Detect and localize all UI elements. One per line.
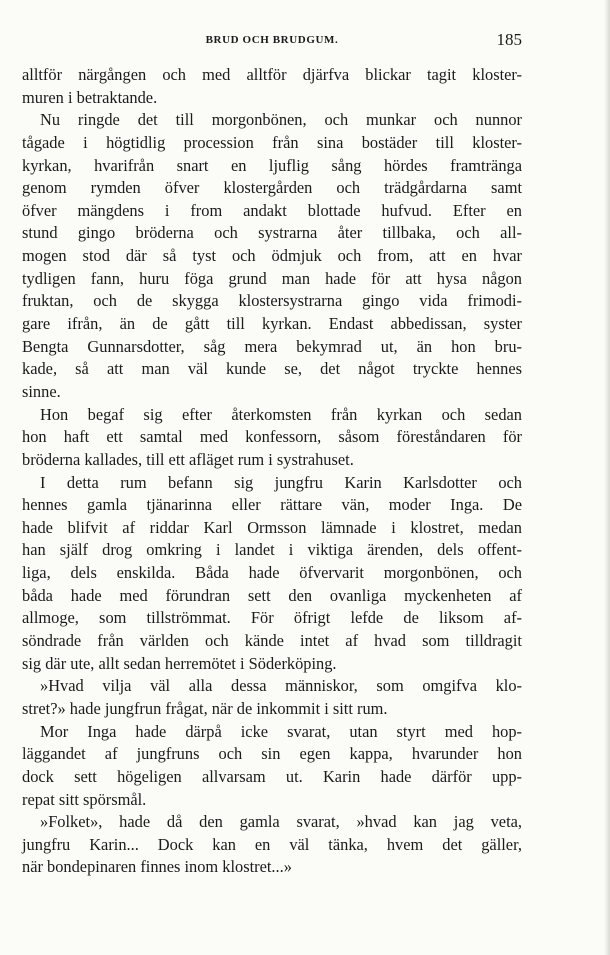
text-line: »Hvad vilja väl alla dessa människor, som omgifva klo- [40, 676, 522, 696]
text-line: Nu ringde det till morgonbönen, och munkar och nunnor [40, 110, 522, 130]
text-line: alltför närgången och med alltför djärfva blickar tagit kloster- [22, 65, 522, 84]
text-line: kade, så att man väl kunde se, det något tryckte hennes [22, 359, 522, 379]
text-line: »Folket», hade då den gamla svarat, »hvad kan jag veta, [40, 812, 522, 832]
text-line: liga, dels enskilda. Båda hade öfvervarit morgonbönen, och [22, 563, 522, 583]
text-line: stret?» hade jungfrun frågat, när de inkommit i sitt rum. [22, 698, 388, 718]
text-line: kyrkan, hvarifrån snart en ljuflig sång hördes framtränga [22, 155, 522, 175]
text-line: Mor Inga hade därpå icke svarat, utan styrt med hop- [40, 721, 522, 741]
text-line: fruktan, och de skygga klostersystrarna gingo vida frimodi- [22, 291, 522, 311]
text-line: I detta rum befann sig jungfru Karin Karlsdotter och [40, 472, 522, 492]
text-line: båda hade med förundran sett den ovanliga myckenheten af [22, 585, 522, 605]
text-line: stund gingo bröderna och systrarna åter tillbaka, och all- [22, 223, 522, 243]
text-line: dock sett högeligen allvarsam ut. Karin hade därför upp- [22, 766, 522, 786]
page-number: 185 [496, 30, 522, 49]
text-line: gare ifrån, än de gått till kyrkan. Endast abbedissan, syster [22, 314, 522, 334]
text-line: jungfru Karin... Dock kan en väl tänka, hvem det gäller, [22, 834, 522, 854]
text-line: öfver mängdens i from andakt blottade hufvud. Efter en [22, 200, 522, 220]
text-line: bröderna kallades, till ett afläget rum i systrahuset. [22, 449, 354, 469]
text-line: allmoge, som tillströmmat. För öfrigt lefde de liksom af- [22, 608, 522, 628]
text-line: genom rymden öfver klostergården och trädgårdarna samt [22, 178, 522, 198]
text-line: repat sitt spörsmål. [22, 789, 147, 809]
text-line: Hon begaf sig efter återkomsten från kyrkan och sedan [40, 404, 522, 424]
text-line: söndrade från världen och kände intet af hvad som tilldragit [22, 631, 522, 651]
text-line: Bengta Gunnarsdotter, såg mera bekymrad ut, än hon bru- [22, 336, 522, 356]
text-line: sinne. [22, 381, 61, 401]
running-title: BRUD OCH BRUDGUM. [205, 34, 339, 46]
text-line: tågade i högtidlig procession från sina bostäder till kloster- [22, 132, 522, 152]
text-line: hon haft ett samtal med konfessorn, såsom föreståndaren för [22, 427, 522, 447]
text-line: hennes gamla tjänarinna eller rättare vän, moder Inga. De [22, 495, 522, 515]
text-line: han själf drog omkring i landet i viktiga ärenden, dels offent- [22, 540, 522, 560]
text-line: muren i betraktande. [22, 87, 158, 107]
text-line: tydligen fann, huru föga grund man hade för att hysa någon [22, 268, 522, 288]
page-edge [604, 0, 610, 955]
text-line: läggandet af jungfruns och sin egen kappa, hvarunder hon [22, 744, 522, 764]
text-line: när bondepinaren finnes inom klostret...» [22, 857, 292, 877]
body-text [22, 64, 522, 879]
page-header [22, 30, 522, 52]
text-line: hade blifvit af riddar Karl Ormsson lämnade i klostret, medan [22, 517, 522, 537]
text-line: mogen stod där så tyst och ödmjuk och from, att en hvar [22, 246, 522, 266]
text-line: sig där ute, allt sedan herremötet i Söderköping. [22, 653, 337, 673]
